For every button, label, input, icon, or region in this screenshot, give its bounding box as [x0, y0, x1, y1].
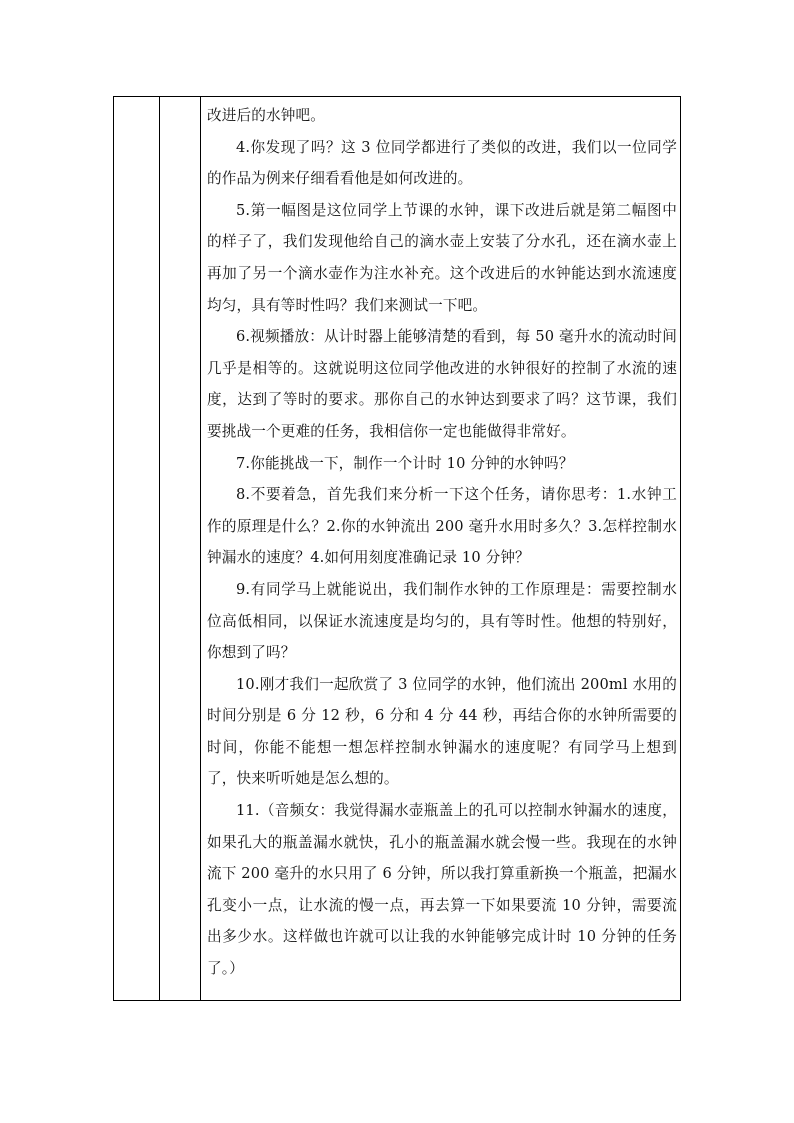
paragraph-continuation: 改进后的水钟吧。: [207, 107, 325, 124]
lesson-table: [113, 96, 681, 1001]
paragraph-step-7: 7.你能挑战一下，制作一个计时 10 分钟的水钟吗？: [236, 454, 574, 472]
table-column-divider: [200, 97, 201, 1000]
table-column-divider: [159, 97, 160, 1000]
paragraph-step-6: 6.视频播放：从计时器上能够清楚的看到，每 50 毫升水的流动时间几乎是相等的。这就说明这位同学他改进的水钟很好的控制了水流的速度，达到了等时的要求。那你自己的水钟达到要求了吗？这节课，我们要挑战一个更难的任务，我相信你一定也能做得非常好。: [207, 328, 677, 440]
paragraph-step-8: 8.不要着急，首先我们来分析一下这个任务，请你思考：1.水钟工作的原理是什么？2.你的水钟流出 200 毫升水用时多久？3.怎样控制水钟漏水的速度？4.如何用刻度准确记录 10 分钟？: [207, 486, 677, 567]
paragraph-step-4: 4.你发现了吗？这 3 位同学都进行了类似的改进，我们以一位同学的作品为例来仔细看看他是如何改进的。: [207, 138, 677, 188]
lesson-content-cell: [207, 100, 677, 985]
paragraph-step-9: 9.有同学马上就能说出，我们制作水钟的工作原理是：需要控制水位高低相同，以保证水流速度是均匀的，具有等时性。他想的特别好，你想到了吗？: [207, 580, 677, 662]
paragraph-step-11: 11.（音频女：我觉得漏水壶瓶盖上的孔可以控制水钟漏水的速度，如果孔大的瓶盖漏水就快，孔小的瓶盖漏水就会慢一些。我现在的水钟流下 200 毫升的水只用了 6 分钟，所以我打算重新换一个瓶盖，把漏水孔变小一点，让水流的慢一点，再去算一下如果要流 10 分钟，需要流出多少水。这样做也许就可以让我的水钟能够完成计时 10 分钟的任务了。）: [207, 802, 677, 978]
paragraph-step-10: 10.刚才我们一起欣赏了 3 位同学的水钟，他们流出 200ml 水用的时间分别是 6 分 12 秒，6 分和 4 分 44 秒，再结合你的水钟所需要的时间，你能不能想一想怎样控制水钟漏水的速度呢？有同学马上想到了，快来听听她是怎么想的。: [207, 675, 677, 788]
paragraph-step-5: 5.第一幅图是这位同学上节课的水钟，课下改进后就是第二幅图中的样子了，我们发现他给自己的滴水壶上安装了分水孔，还在滴水壶上再加了另一个滴水壶作为注水补充。这个改进后的水钟能达到水流速度均匀，具有等时性吗？我们来测试一下吧。: [207, 201, 677, 314]
